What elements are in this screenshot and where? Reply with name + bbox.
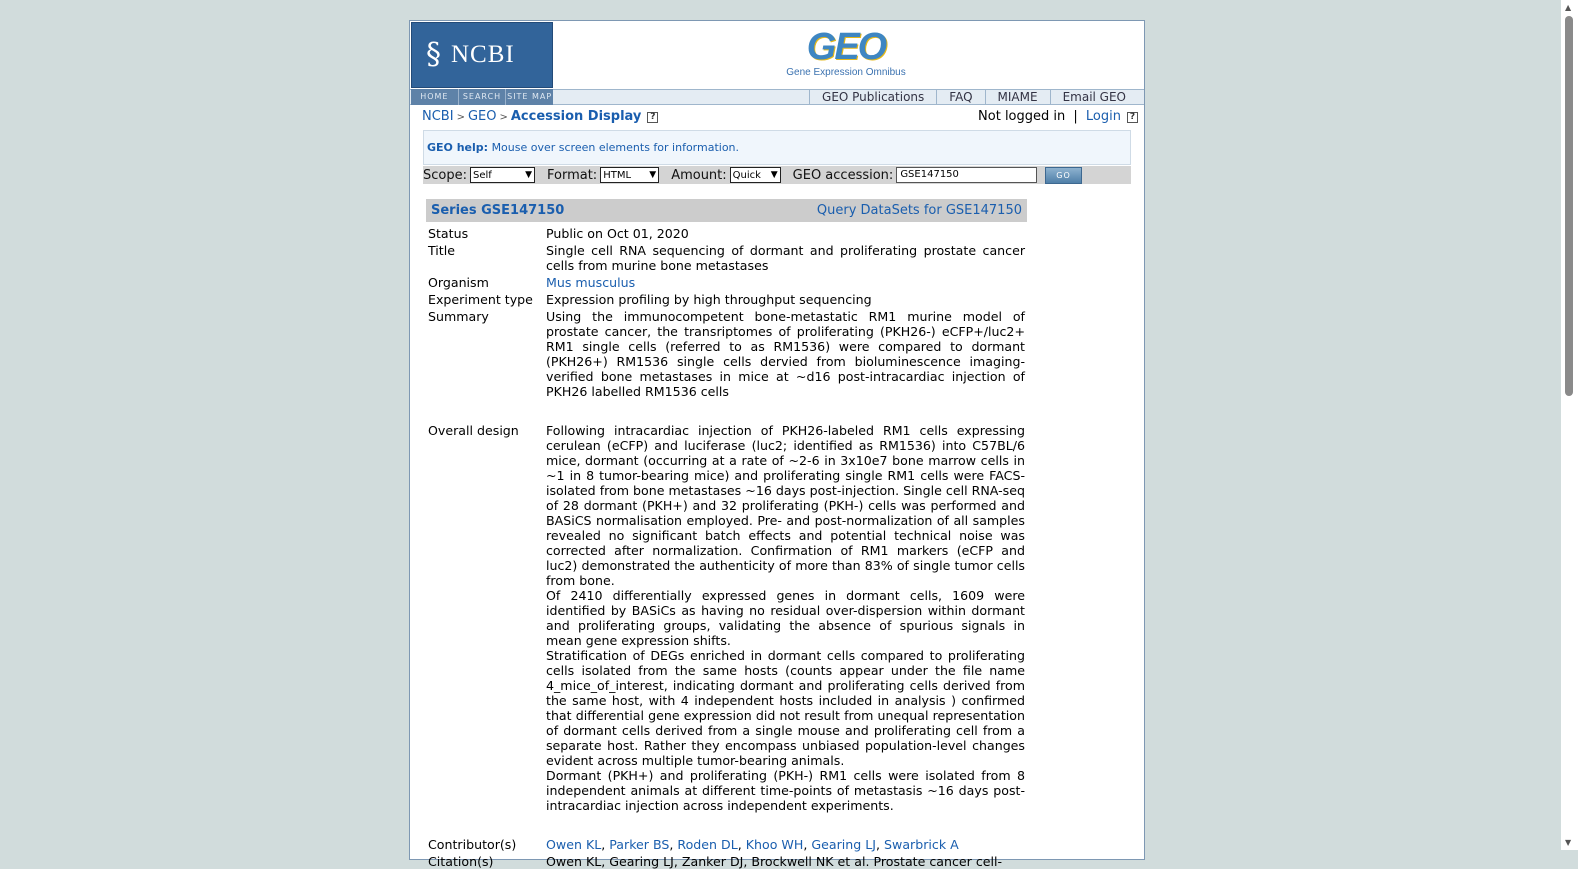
scope-label: Scope:	[423, 167, 467, 183]
login-link[interactable]: Login	[1085, 109, 1121, 124]
nav-email-geo[interactable]: Email GEO	[1050, 90, 1138, 104]
breadcrumb-separator: >	[456, 112, 465, 123]
citations-label: Citation(s)	[428, 854, 494, 869]
chevron-down-icon: ▼	[525, 170, 532, 180]
nav-search[interactable]: SEARCH	[459, 89, 507, 105]
ncbi-nav	[411, 89, 553, 105]
login-divider: |	[1073, 109, 1078, 124]
ncbi-logo-text: NCBI	[451, 41, 515, 68]
nav-miame[interactable]: MIAME	[985, 90, 1050, 104]
accession-controls	[423, 166, 1131, 184]
contributor-link[interactable]: Parker BS	[609, 837, 670, 852]
series-details	[428, 224, 1028, 869]
breadcrumb-ncbi[interactable]: NCBI	[422, 109, 454, 124]
table-row	[428, 273, 1028, 290]
format-value: HTML	[603, 169, 632, 181]
breadcrumb	[422, 109, 658, 124]
overall-design-label: Overall design	[428, 423, 519, 438]
nav-geo-publications[interactable]: GEO Publications	[809, 90, 936, 104]
geo-logo-mark: GEO	[806, 26, 886, 68]
login-status: Not logged in	[978, 109, 1066, 124]
scroll-up-icon[interactable]: ▲	[1565, 3, 1572, 12]
table-row	[428, 852, 1028, 869]
top-nav-bar	[410, 89, 1144, 105]
header	[410, 21, 1144, 89]
nav-faq[interactable]: FAQ	[936, 90, 984, 104]
scope-value: Self	[472, 169, 492, 181]
design-paragraph: Of 2410 differentially expressed genes in dormant cells, 1609 were identified by BASiCs as having no residual over-dispersion within dormant and proliferating groups, validating the absence of spurious signals in mean gene expression shifts.	[546, 588, 1025, 648]
series-title: Series GSE147150	[431, 203, 565, 218]
contributors-label: Contributor(s)	[428, 837, 517, 852]
scroll-down-icon[interactable]: ▼	[1565, 838, 1572, 847]
nav-site-map[interactable]: SITE MAP	[507, 92, 553, 101]
vertical-scrollbar[interactable]	[1561, 0, 1578, 850]
title-label: Title	[428, 243, 455, 258]
status-label: Status	[428, 226, 469, 241]
table-row	[428, 241, 1028, 273]
login-area	[978, 109, 1138, 124]
table-row	[428, 835, 1028, 852]
experiment-type-value: Expression profiling by high throughput sequencing	[546, 292, 872, 307]
table-row	[428, 421, 1028, 813]
citation-value: Owen KL, Gearing LJ, Zanker DJ, Brockwell NK et al. Prostate cancer cell-	[546, 854, 1003, 869]
amount-select[interactable]	[730, 167, 781, 183]
geo-logo[interactable]	[782, 27, 910, 78]
overall-design-value	[546, 421, 1025, 813]
experiment-type-label: Experiment type	[428, 292, 533, 307]
title-value: Single cell RNA sequencing of dormant and proliferating prostate cancer cells from murine bone metastases	[546, 243, 1025, 273]
contributors-value: Owen KL, Parker BS, Roden DL, Khoo WH, Gearing LJ, Swarbrick A	[546, 837, 959, 852]
table-row	[428, 307, 1028, 399]
geo-logo-subtitle: Gene Expression Omnibus	[786, 67, 906, 78]
format-select[interactable]	[600, 167, 659, 183]
scrollbar-thumb[interactable]	[1565, 16, 1573, 396]
amount-value: Quick	[732, 169, 761, 181]
table-row	[428, 290, 1028, 307]
dna-helix-icon: §	[426, 37, 441, 72]
page-container	[409, 20, 1145, 869]
ncbi-logo[interactable]	[411, 22, 553, 88]
summary-label: Summary	[428, 309, 489, 324]
series-header	[426, 199, 1027, 222]
design-paragraph: Dormant (PKH+) and proliferating (PKH-) RM1 cells were isolated from 8 independent animals at different time-points of metastasis ~16 days post-intracardiac injection across independent experiments.	[546, 768, 1025, 813]
chevron-down-icon: ▼	[649, 170, 657, 180]
format-label: Format:	[546, 167, 598, 183]
breadcrumb-separator: >	[499, 112, 508, 123]
nav-home[interactable]: HOME	[411, 89, 459, 105]
summary-value: Using the immunocompetent bone-metastatic RM1 murine model of prostate cancer, the transriptomes of proliferating (PKH26-) eCFP+/luc2+ RM1 single cells (referred to as RM1536) were compared to dormant (PKH26+) RM1536 single cells dervied from bioluminescence imaging-verified bone metastases in mice at ~d16 post-intracardiac injection of PKH26 labelled RM1536 cells	[546, 309, 1025, 399]
chevron-down-icon: ▼	[770, 170, 778, 180]
breadcrumb-current: Accession Display	[510, 109, 642, 124]
table-row	[428, 224, 1028, 241]
accession-label: GEO accession:	[792, 167, 894, 183]
geo-nav	[809, 90, 1138, 104]
query-datasets-link[interactable]: Query DataSets for GSE147150	[816, 203, 1022, 218]
status-value: Public on Oct 01, 2020	[546, 226, 689, 241]
contributor-link[interactable]: Gearing LJ	[811, 837, 877, 852]
design-paragraph: Stratification of DEGs enriched in dormant cells compared to proliferating cells isolated from the same hosts (counts appear under the file name 4_mice_of_interest, indicating dormant and proliferating cells derived from the same host, with 4 independent hosts included in analysis ) confirmed that differential gene expression did not result from unequal representation of dormant cells derived from a single mouse and proliferating cell from a separate host. Rather they encompass unbiased population-level changes evident across multiple tumor-bearing animals.	[546, 648, 1025, 768]
breadcrumb-row	[422, 109, 1138, 127]
help-text: Mouse over screen elements for information.	[491, 141, 740, 154]
go-button[interactable]: GO	[1045, 167, 1082, 184]
amount-label: Amount:	[671, 167, 727, 183]
scope-select[interactable]	[470, 167, 535, 183]
contributor-link[interactable]: Swarbrick A	[884, 837, 959, 852]
help-icon[interactable]: ?	[647, 112, 658, 123]
breadcrumb-geo[interactable]: GEO	[467, 109, 497, 124]
organism-link[interactable]: Mus musculus	[546, 275, 636, 290]
contributor-link[interactable]: Khoo WH	[745, 837, 804, 852]
organism-label: Organism	[428, 275, 489, 290]
contributor-link[interactable]: Roden DL	[677, 837, 738, 852]
help-icon[interactable]: ?	[1127, 112, 1138, 123]
help-bar	[423, 130, 1131, 165]
contributor-link[interactable]: Owen KL	[546, 837, 602, 852]
help-label: GEO help:	[427, 141, 489, 154]
accession-input[interactable]: GSE147150	[896, 167, 1037, 183]
design-paragraph: Following intracardiac injection of PKH26-labeled RM1 cells expressing cerulean (eCFP) and luciferase (luc2; identified as RM1536) into C57BL/6 mice, dormant (occurring at a rate of ~2-6 in 3x10e7 bone marrow cells in ~1 in 8 tumor-bearing mice) and proliferating single RM1 cells were FACS-isolated from bone metastases ~16 days post-injection. Single cell RNA-seq of 28 dormant (PKH+) and 32 proliferating (PKH-) cells was performed and BASiCS normalisation employed. Pre- and post-normalization of all samples revealed no significant batch effects and potential technical noise was corrected after normalization. Confirmation of RM1 markers (eCFP and luc2) demonstrated the authenticity of more than 83% of single tumor cells from bone.	[546, 423, 1025, 588]
